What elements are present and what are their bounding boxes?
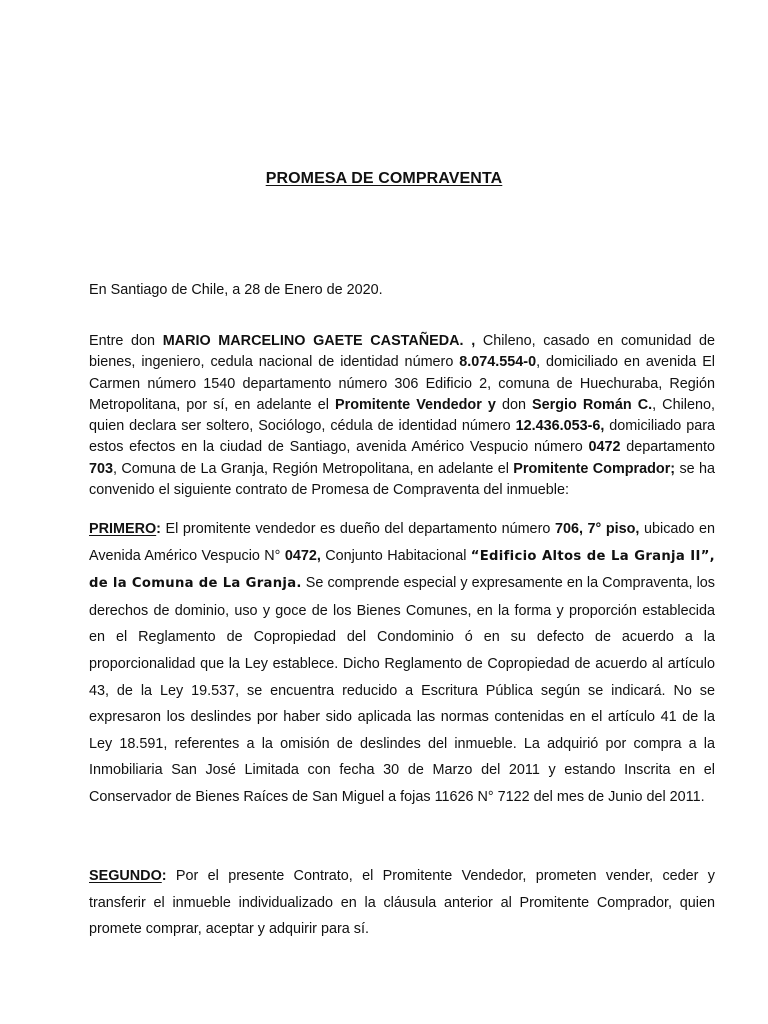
parties-text: departamento [620, 439, 715, 456]
clause-heading-label: PRIMERO [89, 521, 157, 537]
parties-text: domiciliado para estos efectos en la ciudad de Santiago, avenida Américo Vespucio número [89, 418, 715, 456]
building-name: “Edificio Altos de La Granja II”, de la Comuna de La Granja. [89, 548, 715, 592]
clause-heading-label: SEGUNDO [89, 868, 162, 884]
clause-primero [89, 516, 715, 811]
clause-heading-segundo [89, 868, 167, 884]
buyer-role: Promitente Comprador; [513, 460, 676, 477]
parties-text: , Comuna de La Granja, Región Metropolitana, en adelante el [113, 460, 514, 477]
parties-text: Entre don [89, 333, 163, 349]
clause-text: Por el presente Contrato, el Promitente Vendedor, prometen vender, ceder y transferir el inmueble individualizado en la cláusula anterior al Promitente Comprador, quien promete comprar, aceptar y adquirir para sí. [89, 868, 715, 938]
buyer-id-number: 12.436.053-6, [515, 418, 605, 435]
seller-role: Promitente Vendedor y [335, 396, 496, 413]
parties-text: , domiciliado en avenida El Carmen número 1540 departamento número 306 Edificio 2, comuna de Huechuraba, Región Metropolitana, por sí, en adelante el [89, 354, 715, 413]
clause-text: Conjunto Habitacional [320, 547, 471, 564]
parties-text: Chileno, casado en comunidad de bienes, ingeniero, cedula nacional de identidad número [89, 333, 715, 371]
seller-name: MARIO MARCELINO GAETE CASTAÑEDA. , [162, 333, 476, 349]
buyer-name: Sergio Román C. [532, 396, 653, 413]
parties-text: se ha convenido el siguiente contrato de Promesa de Compraventa del inmueble: [89, 460, 715, 499]
apartment-number: 703 [89, 460, 114, 477]
clause-segundo [89, 863, 715, 943]
parties-text: don [495, 396, 533, 413]
clause-text: El promitente vendedor es dueño del departamento número [160, 521, 555, 537]
parties-text: , Chileno, quien declara ser soltero, Sociólogo, cédula de identidad número [89, 396, 715, 435]
street-number: 0472 [588, 439, 621, 456]
address-number: 0472, [284, 547, 321, 564]
unit-floor: 706, 7° piso, [554, 521, 640, 537]
document-title: PROMESA DE COMPRAVENTA [265, 170, 503, 187]
clause-heading-colon: : [156, 521, 161, 537]
clause-text: ubicado en Avenida Américo Vespucio N° [89, 521, 715, 564]
seller-id-number: 8.074.554-0 [459, 354, 537, 371]
clause-heading-primero [89, 521, 161, 537]
date-line: En Santiago de Chile, a 28 de Enero de 2020. [89, 282, 383, 298]
clause-heading-colon: : [161, 868, 167, 884]
clause-text: Se comprende especial y expresamente en la Compraventa, los derechos de dominio, uso y goce de los Bienes Comunes, en la forma y proporción establecida en el Reglamento de Copropiedad del Condominio ó en su defecto de acuerdo a la proporcionalidad que la Ley establece. Dicho Reglamento de Copropiedad de acuerdo al artículo 43, de la Ley 19.537, se encuentra reducido a Escritura Pública según se indicará. No se expresaron los deslindes por haber sido aplicada las normas contenidas en el artículo 41 de la Ley 18.591, referentes a la omisión de deslindes del inmueble. La adquirió por compra a la Inmobiliaria San José Limitada con fecha 30 de Marzo del 2011 y estando Inscrita en el Conservador de Bienes Raíces de San Miguel a fojas 11626 N° 7122 del mes de Junio del 2011. [89, 575, 715, 805]
parties-paragraph [89, 331, 715, 501]
